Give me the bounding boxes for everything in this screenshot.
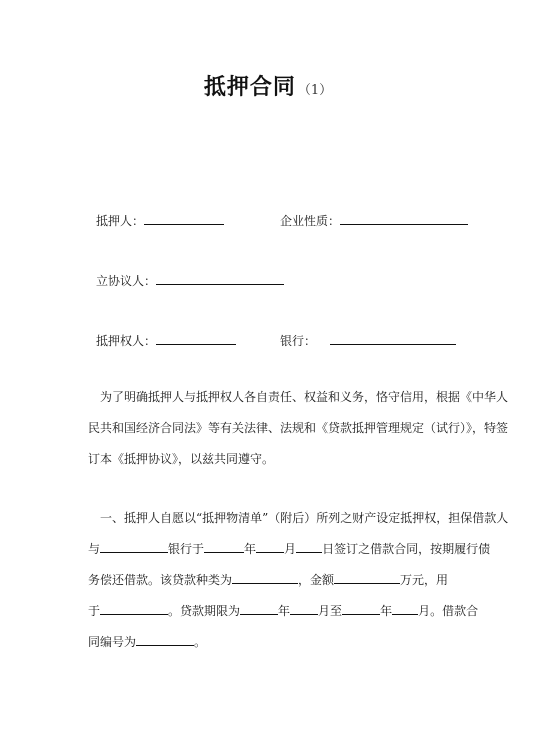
mortgagee-field xyxy=(96,332,236,349)
enterprise-type-label: 企业性质： xyxy=(280,214,341,228)
end-month-blank xyxy=(392,602,418,615)
clause-1-text: 。 xyxy=(194,635,207,649)
clause-1-text: 年 xyxy=(278,604,291,618)
agreement-party-label: 立协议人： xyxy=(96,274,157,288)
sign-year-blank xyxy=(204,540,244,553)
clause-1-text: 月至 xyxy=(318,604,343,618)
mortgagor-field xyxy=(96,212,224,229)
clause-1-text: 月 xyxy=(284,542,297,556)
agreement-party-field xyxy=(96,272,284,289)
preamble-line-3: 订本《抵押协议》，以兹共同遵守。 xyxy=(88,452,275,466)
clause-1-text: 年 xyxy=(380,604,393,618)
amount-blank xyxy=(334,571,400,584)
purpose-blank xyxy=(100,602,168,615)
preamble-line-1: 为了明确抵押人与抵押权人各自责任、权益和义务，恪守信用，根据《中华人 xyxy=(100,390,509,404)
loan-type-blank xyxy=(232,571,298,584)
end-year-blank xyxy=(342,602,380,615)
clause-1-text: 同编号为 xyxy=(88,635,137,649)
clause-1-text: 月。借款合 xyxy=(418,604,479,618)
clause-1-line-5 xyxy=(88,633,206,650)
contract-number-blank xyxy=(136,633,194,646)
clause-1-text: 于 xyxy=(88,604,101,618)
title-suffix: （1） xyxy=(297,83,333,98)
bank-field xyxy=(280,332,456,349)
borrower-blank xyxy=(100,540,168,553)
agreement-party-blank xyxy=(156,272,284,285)
clause-1-line-3 xyxy=(88,571,448,588)
clause-1-text: 。贷款期限为 xyxy=(168,604,241,618)
title-main: 抵押合同 xyxy=(203,75,296,100)
clause-1-line-1: 一、抵押人自愿以“抵押物清单”（附后）所列之财产设定抵押权，担保借款人 xyxy=(100,511,509,525)
mortgagee-blank xyxy=(156,332,236,345)
bank-blank xyxy=(330,332,456,345)
clause-1-text: 年 xyxy=(244,542,257,556)
clause-1-text: 银行于 xyxy=(168,542,205,556)
sign-day-blank xyxy=(296,540,322,553)
sign-month-blank xyxy=(256,540,284,553)
clause-1-text: 务偿还借款。该贷款种类为 xyxy=(88,573,233,587)
enterprise-type-blank xyxy=(340,212,468,225)
mortgagor-blank xyxy=(144,212,224,225)
clause-1-line-4 xyxy=(88,602,478,619)
start-year-blank xyxy=(240,602,278,615)
clause-1-text: 与 xyxy=(88,542,101,556)
mortgagor-label: 抵押人： xyxy=(96,214,145,228)
clause-1-text: 万元，用 xyxy=(400,573,449,587)
start-month-blank xyxy=(290,602,318,615)
clause-1-text: 日签订之借款合同，按期履行债 xyxy=(322,542,491,556)
clause-1-text: ，金额 xyxy=(298,573,335,587)
preamble-line-2: 民共和国经济合同法》等有关法律、法规和《贷款抵押管理规定（试行）》，特签 xyxy=(88,421,509,435)
enterprise-type-field xyxy=(280,212,468,229)
mortgagee-label: 抵押权人： xyxy=(96,334,157,348)
clause-1-line-2 xyxy=(88,540,490,557)
bank-label: 银行： xyxy=(280,334,317,348)
document-title xyxy=(0,70,536,101)
